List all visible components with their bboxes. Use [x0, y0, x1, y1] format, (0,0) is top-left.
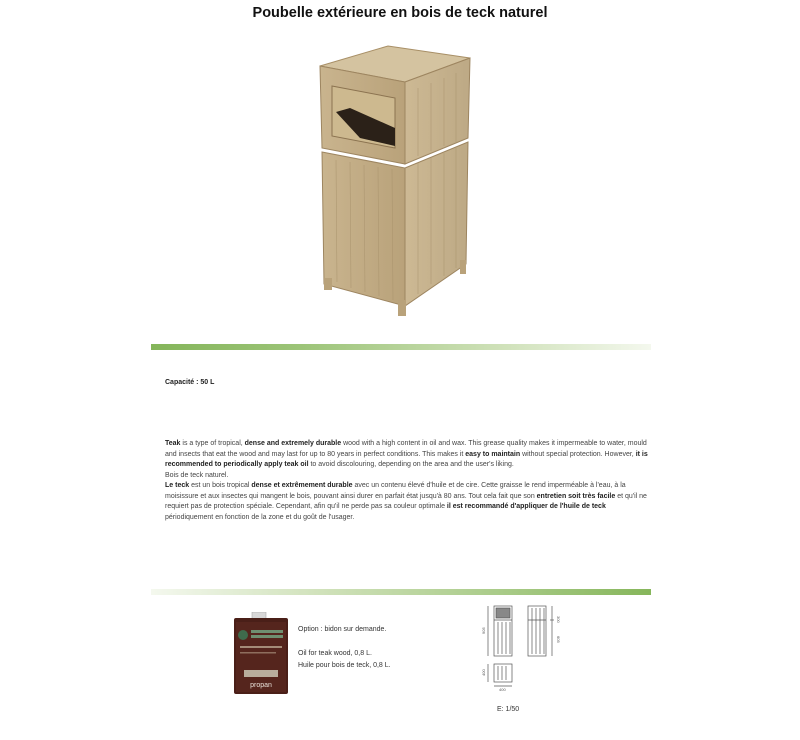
oil-fr: Huile pour bois de teck, 0,8 L. [298, 662, 391, 669]
section-divider [151, 344, 651, 350]
product-image [300, 38, 480, 318]
capacity-spec: Capacité : 50 L [165, 379, 215, 386]
page-title: Poubelle extérieure en bois de teck naturel [252, 5, 548, 21]
svg-text:300: 300 [556, 616, 561, 623]
description-en: Teak is a type of tropical, dense and extremely durable wood with a high content in oil and wax. This grease quality makes it impermeable to water, mould and insects that eat the wood and may last for up to 80 years in perfect conditions. This makes it easy to maintain without special protection. However, it is recommended to periodically apply teak oil to avoid discolouring, depending on the area and the user's liking. [165, 440, 648, 468]
svg-text:605: 605 [556, 636, 561, 643]
description [165, 439, 655, 523]
drawing-scale: E: 1/50 [497, 706, 520, 713]
svg-text:905: 905 [481, 627, 486, 634]
svg-text:400: 400 [499, 687, 506, 692]
teak-oil-can-image [232, 612, 290, 696]
svg-text:400: 400 [481, 669, 486, 676]
description-fr: Le teck est un bois tropical dense et extrêmement durable avec un contenu élevé d'huile et de cire. Cette graisse le rend imperméable à l'eau, à la moisissure et aux insectes qui mangent le bois, pouvant ainsi durer en parfait état jusqu'à 80 ans. Tout cela fait que son entretien soit très facile et qu'il ne requiert pas de protection spéciale. Cependant, afin qu'il ne perde pas sa couleur optimale il est recommandé d'appliquer de l'huile de teck périodiquement en fonction de la zone et du goût de l'usager. [165, 482, 647, 521]
oil-en: Oil for teak wood, 0,8 L. [298, 650, 372, 657]
section-divider-bottom [151, 589, 651, 595]
svg-text:propan: propan [250, 682, 272, 689]
technical-drawing [476, 600, 576, 695]
option-label: Option : bidon sur demande. [298, 626, 387, 633]
finish-note: Bois de teck naturel. [165, 471, 229, 479]
